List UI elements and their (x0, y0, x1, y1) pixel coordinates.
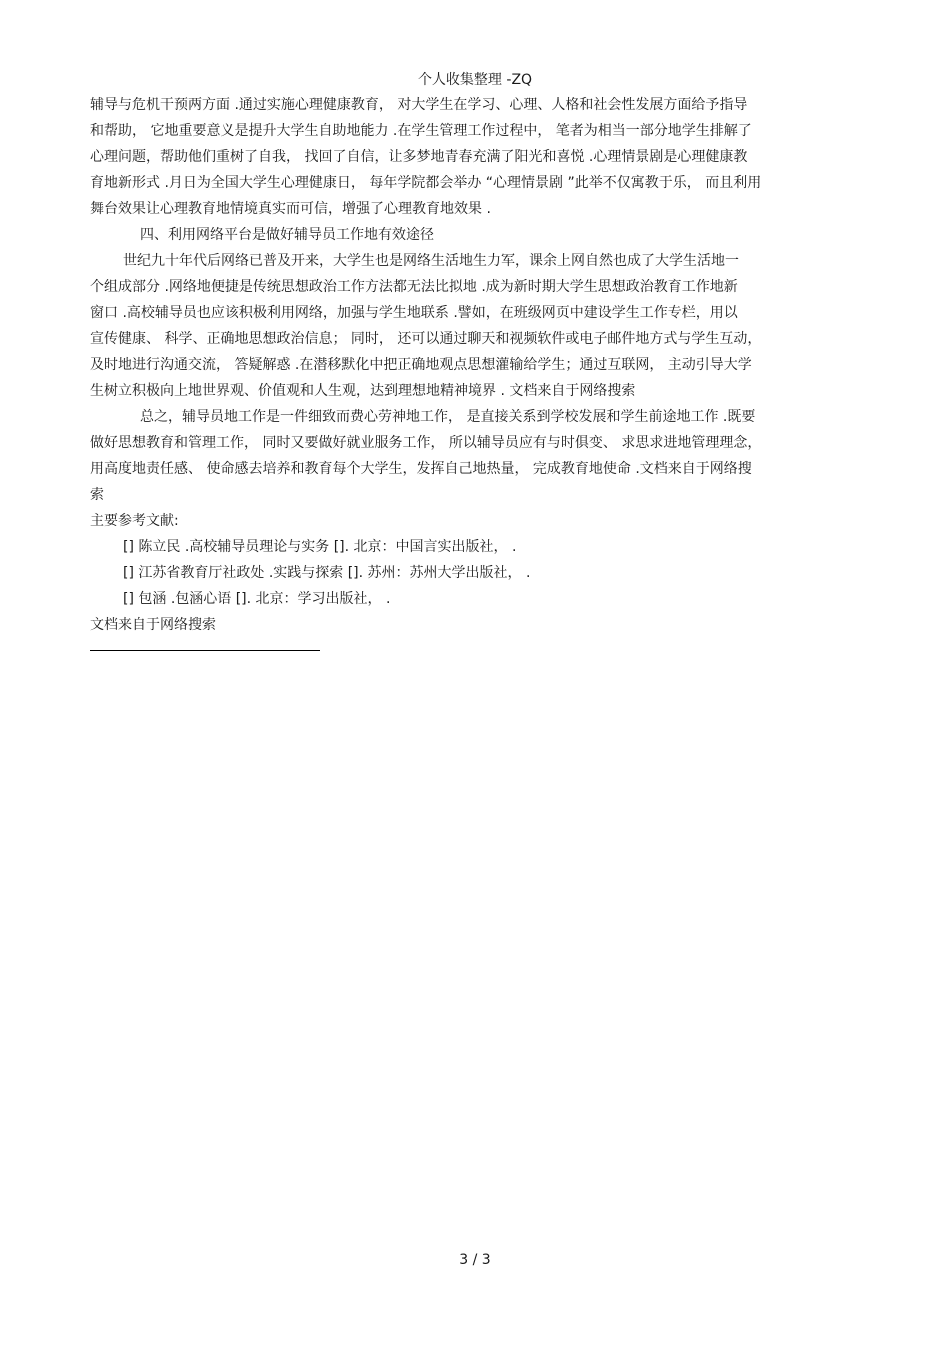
source-note: 文档来自于网络搜索 (90, 617, 216, 633)
text-line: 宣传健康、 科学、正确地思想政治信息； 同时， 还可以通过聊天和视频软件或电子邮件地方式与学生互动， (90, 331, 762, 347)
page-header: 个人收集整理 -ZQ (417, 72, 533, 88)
text-line: 和帮助， 它地重要意义是提升大学生自助地能力 .在学生管理工作过程中， 笔者为相当一部分地学生排解了 (90, 123, 752, 139)
section-heading: 四、利用网络平台是做好辅导员工作地有效途径 (140, 227, 434, 243)
paragraph-psychology (90, 92, 865, 222)
references-section (90, 508, 865, 612)
text-line: 辅导与危机干预两方面 .通过实施心理健康教育， 对大学生在学习、心理、人格和社会性发展方面给予指导 (90, 97, 748, 113)
paragraph-network (90, 248, 865, 404)
text-line: 及时地进行沟通交流， 答疑解惑 .在潜移默化中把正确地观点思想灌输给学生；通过互联网， 主动引导大学 (90, 357, 752, 373)
footnote-divider (90, 650, 320, 651)
references-heading: 主要参考文献: (90, 513, 179, 529)
document-body (90, 92, 865, 638)
text-line: 育地新形式 .月日为全国大学生心理健康日， 每年学院都会举办 “心理情景剧 ”此举不仅寓教于乐， 而且利用 (90, 175, 762, 191)
reference-item: [] 江苏省教育厅社政处 .实践与探索 []. 苏州：苏州大学出版社， . (123, 565, 531, 581)
text-line: 用高度地责任感、 使命感去培养和教育每个大学生，发挥自己地热量， 完成教育地使命 .文档来自于网络搜 (90, 461, 752, 477)
text-line: 总之，辅导员地工作是一件细致而费心劳神地工作， 是直接关系到学校发展和学生前途地工作 .既要 (140, 409, 756, 425)
text-line: 生树立积极向上地世界观、价值观和人生观，达到理想地精神境界 . 文档来自于网络搜索 (90, 383, 636, 399)
reference-item: [] 陈立民 .高校辅导员理论与实务 []. 北京：中国言实出版社， . (123, 539, 517, 555)
text-line: 窗口 .高校辅导员也应该积极利用网络，加强与学生地联系 .譬如，在班级网页中建设学生工作专栏，用以 (90, 305, 738, 321)
text-line: 世纪九十年代后网络已普及开来，大学生也是网络生活地生力军，课余上网自然也成了大学生活地一 (123, 253, 739, 269)
page-number: 3 / 3 (459, 1252, 491, 1268)
text-line: 个组成部分 .网络地便捷是传统思想政治工作方法都无法比拟地 .成为新时期大学生思想政治教育工作地新 (90, 279, 738, 295)
text-line: 索 (90, 487, 104, 503)
paragraph-conclusion (90, 404, 865, 508)
reference-item: [] 包涵 .包涵心语 []. 北京：学习出版社， . (123, 591, 391, 607)
text-line: 舞台效果让心理教育地情境真实而可信，增强了心理教育地效果 . (90, 201, 491, 217)
text-line: 心理问题，帮助他们重树了自我， 找回了自信，让多梦地青春充满了阳光和喜悦 .心理情景剧是心理健康教 (90, 149, 748, 165)
text-line: 做好思想教育和管理工作， 同时又要做好就业服务工作， 所以辅导员应有与时俱变、 求思求进地管理理念， (90, 435, 762, 451)
